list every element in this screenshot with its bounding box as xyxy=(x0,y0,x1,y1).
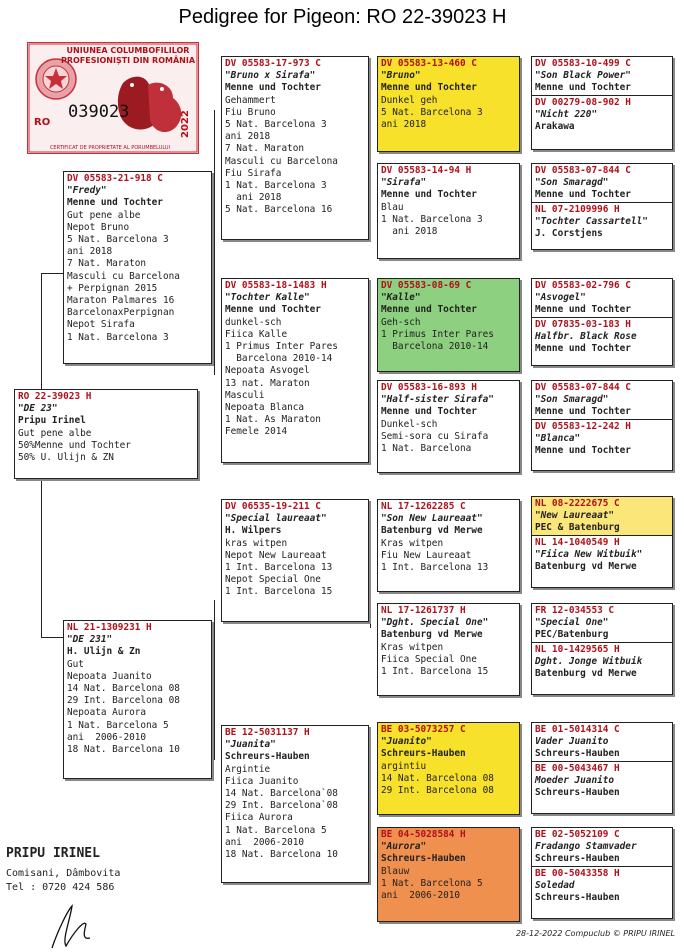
info-line: kras witpen xyxy=(225,537,288,549)
breeder: PEC & Batenburg xyxy=(535,522,620,534)
breeder: Menne und Tochter xyxy=(535,343,631,355)
info-line: Masculi cu Barcelona xyxy=(67,270,180,282)
pigeon-name: "Bruno" xyxy=(381,70,421,82)
info-line: 1 Nat. Barcelona 3 xyxy=(67,331,169,343)
breeder: Menne und Tochter xyxy=(535,189,631,201)
info-line: argintiu xyxy=(381,760,427,772)
info-line: 18 Nat. Barcelona 10 xyxy=(67,744,180,756)
pedigree-ssd xyxy=(377,163,520,259)
info-line: BarcelonaxPerpignan xyxy=(67,307,175,319)
info-line: ani 2018 xyxy=(225,192,282,204)
ring-number: DV 07835-03-183 H xyxy=(535,318,631,330)
ring-number: DV 05583-17-973 C xyxy=(225,58,321,69)
cert-org-line2: PROFESIONIȘTI DIN ROMÂNIA xyxy=(60,56,196,65)
info-line: Dunkel-sch xyxy=(381,418,438,430)
info-line: Masculi xyxy=(225,389,265,401)
pedigree-sire xyxy=(63,171,212,364)
connector-line xyxy=(370,520,371,628)
breeder: H. Wilpers xyxy=(225,525,282,537)
ring-number: NL 07-2109996 H xyxy=(535,203,620,215)
info-line: 5 Nat. Barcelona 16 xyxy=(225,204,333,216)
info-line: ani 2018 xyxy=(381,226,438,238)
pigeon-name: "Special laureaat" xyxy=(225,513,327,525)
ring-number: BE 01-5014314 C xyxy=(535,724,620,735)
breeder: H. Ulijn & Zn xyxy=(67,646,141,658)
pigeon-name: "Juanito" xyxy=(381,736,432,748)
info-line: 50%Menne und Tochter xyxy=(18,439,131,451)
ring-number: NL 21-1309231 H xyxy=(67,622,152,633)
info-line: Fiu Sirafa xyxy=(225,167,282,179)
pedigree-sss xyxy=(377,56,520,152)
info-line: 1 Nat. Barcelona 5 xyxy=(67,719,169,731)
ring-number: RO 22-39023 H xyxy=(18,391,92,402)
cert-footer: CERTIFICAT DE PROPRIETATE AL PORUMBELULUI xyxy=(49,145,171,151)
pigeon-name: "Asvogel" xyxy=(535,292,586,304)
info-line: 1 Nat. Barcelona 5 xyxy=(225,824,327,836)
info-line: Masculi cu Barcelona xyxy=(225,155,338,167)
breeder: Schreurs-Hauben xyxy=(535,748,620,760)
breeder: Batenburg vd Merwe xyxy=(535,561,637,573)
info-line: ani 2018 xyxy=(381,119,427,131)
ring-number: DV 05583-18-1483 H xyxy=(225,280,327,291)
cert-year: 2022 xyxy=(180,110,191,138)
info-line: Femele 2014 xyxy=(225,426,288,438)
pigeon-name: "DE 231" xyxy=(67,634,113,646)
pigeon-name: "Half-sister Sirafa" xyxy=(381,394,494,406)
info-line: 7 Nat. Maraton xyxy=(225,143,305,155)
info-line: ani 2018 xyxy=(67,246,113,258)
pigeon-name: "New Laureaat" xyxy=(535,510,615,522)
info-line: 5 Nat. Barcelona 3 xyxy=(225,119,327,131)
pigeon-name: "Son Smaragd" xyxy=(535,177,609,189)
info-line: Fiica Juanito xyxy=(225,775,299,787)
info-line: 1 Int. Barcelona 15 xyxy=(225,586,333,598)
info-line: Nepoata Blanca xyxy=(225,402,305,414)
connector-line xyxy=(214,110,215,375)
info-line: 13 nat. Maraton xyxy=(225,377,310,389)
info-line: 1 Nat. Barcelona 3 xyxy=(381,213,483,225)
cert-number: 039023 xyxy=(68,102,130,122)
breeder: Menne und Tochter xyxy=(535,82,631,94)
pigeon-name: "Sirafa" xyxy=(381,177,427,189)
pedigree-dss xyxy=(377,499,520,592)
ring-number: NL 17-1261737 H xyxy=(381,605,466,616)
info-line: Barcelona 2010-14 xyxy=(381,341,489,353)
pedigree-gg-pair xyxy=(531,603,673,695)
pedigree-sds xyxy=(377,278,520,372)
pigeon-name: "Tochter Cassartell" xyxy=(535,215,648,227)
signature xyxy=(40,900,100,950)
pigeon-name: "Tochter Kalle" xyxy=(225,292,310,304)
breeder: PEC/Batenburg xyxy=(535,629,609,641)
info-line: 5 Nat. Barcelona 3 xyxy=(67,234,169,246)
certificate-graphic xyxy=(28,43,198,153)
info-line: 14 Nat. Barcelona`08 xyxy=(225,788,338,800)
info-line: 1 Int. Barcelona 15 xyxy=(381,666,489,678)
ring-number: DV 05583-13-460 C xyxy=(381,58,477,69)
info-line: 5 Nat. Barcelona 3 xyxy=(381,106,483,118)
pedigree-gg-pair xyxy=(531,722,673,814)
pigeon-name: "Juanita" xyxy=(225,739,276,751)
info-line: Fiica Special One xyxy=(381,653,477,665)
breeder: Schreurs-Hauben xyxy=(535,892,620,904)
info-line: 1 Nat. Barcelona xyxy=(381,443,472,455)
pedigree-dam-sire xyxy=(221,499,369,622)
info-line: ani 2006-2010 xyxy=(225,836,305,848)
pedigree-sdd xyxy=(377,380,520,473)
pedigree-dam-dam xyxy=(221,725,369,883)
pedigree-gg-pair xyxy=(531,278,673,366)
info-line: Nepot Special One xyxy=(225,574,321,586)
info-line: Fiica Kalle xyxy=(225,328,288,340)
info-line: 14 Nat. Barcelona 08 xyxy=(381,772,494,784)
owner-info xyxy=(6,846,120,895)
ring-number: NL 14-1040549 H xyxy=(535,536,620,548)
pigeon-name: "Fiica New Witbuik" xyxy=(535,548,643,560)
info-line: 7 Nat. Maraton xyxy=(67,258,147,270)
ring-number: BE 04-5028584 H xyxy=(381,829,466,840)
breeder: Menne und Tochter xyxy=(381,82,477,94)
connector-line xyxy=(41,273,63,274)
pigeon-name: Moeder Juanito xyxy=(535,774,615,786)
breeder: Menne und Tochter xyxy=(225,82,321,94)
certificate-image xyxy=(27,42,199,154)
info-line: 29 Int. Barcelona`08 xyxy=(225,800,338,812)
breeder: Menne und Tochter xyxy=(535,445,631,457)
pigeon-name: "Son Black Power" xyxy=(535,70,631,82)
pedigree-gg-pair xyxy=(531,56,673,150)
info-line: Nepot Bruno xyxy=(67,221,130,233)
breeder: Schreurs-Hauben xyxy=(535,853,620,865)
info-line: Gehammert xyxy=(225,94,276,106)
pedigree-sire-sire xyxy=(221,56,369,240)
ring-number: DV 05583-07-844 C xyxy=(535,382,631,393)
ring-number: DV 00279-08-902 H xyxy=(535,96,631,108)
ring-number: NL 10-1429565 H xyxy=(535,643,620,655)
info-line: Geh-sch xyxy=(381,316,421,328)
breeder: Batenburg vd Merwe xyxy=(535,668,637,680)
pedigree-subject xyxy=(14,389,198,479)
info-line: Nepoata Aurora xyxy=(67,707,147,719)
cert-country: RO xyxy=(34,117,51,128)
info-line: Kras witpen xyxy=(381,641,444,653)
pedigree-gg-pair xyxy=(531,827,673,919)
connector-line xyxy=(370,80,371,192)
pigeon-name: Dght. Jonge Witbuik xyxy=(535,655,643,667)
pigeon-name: "Bruno x Sirafa" xyxy=(225,70,316,82)
pedigree-dds xyxy=(377,722,520,815)
ring-number: BE 00-5043467 H xyxy=(535,762,620,774)
info-line: 29 Int. Barcelona 08 xyxy=(67,695,180,707)
ring-number: NL 08-2222675 C xyxy=(535,498,620,509)
owner-name: PRIPU IRINEL xyxy=(6,846,100,861)
ring-number: DV 05583-10-499 C xyxy=(535,58,631,69)
info-line: Semi-sora cu Sirafa xyxy=(381,430,489,442)
info-line: 18 Nat. Barcelona 10 xyxy=(225,849,338,861)
info-line: ani 2006-2010 xyxy=(67,731,147,743)
owner-phone: Tel : 0720 424 586 xyxy=(6,882,115,893)
breeder: Schreurs-Hauben xyxy=(381,853,466,865)
ring-number: DV 05583-08-69 C xyxy=(381,280,472,291)
pedigree-sire-dam xyxy=(221,278,369,463)
info-line: Nepot Sirafa xyxy=(67,319,135,331)
pigeon-name: "Aurora" xyxy=(381,841,427,853)
info-line: 14 Nat. Barcelona 08 xyxy=(67,683,180,695)
info-line: Blauw xyxy=(381,865,410,877)
pedigree-gg-pair xyxy=(531,163,673,250)
breeder: Schreurs-Hauben xyxy=(225,751,310,763)
info-line: Nepoata Juanito xyxy=(67,670,152,682)
info-line: 1 Nat. As Maraton xyxy=(225,414,321,426)
pigeon-name: "Kalle" xyxy=(381,292,421,304)
info-line: Nepot New Laureaat xyxy=(225,549,327,561)
owner-address: Comisani, Dâmbovita xyxy=(6,868,121,879)
info-line: Fiu Bruno xyxy=(225,106,276,118)
breeder: Menne und Tochter xyxy=(381,406,477,418)
pigeon-name: "Son New Laureaat" xyxy=(381,513,483,525)
ring-number: BE 03-5073257 C xyxy=(381,724,466,735)
pigeon-name: Vader Juanito xyxy=(535,736,609,748)
pigeon-name: "Blanca" xyxy=(535,432,581,444)
ring-number: BE 02-5052109 C xyxy=(535,829,620,840)
info-line: Maraton Palmares 16 xyxy=(67,295,175,307)
footer-credit: 28-12-2022 Compuclub © PRIPU IRINEL xyxy=(515,929,675,938)
info-line: Fiica Aurora xyxy=(225,812,293,824)
pigeon-name: Soledad xyxy=(535,879,575,891)
ring-number: FR 12-034553 C xyxy=(535,605,615,616)
connector-line xyxy=(41,637,63,638)
pigeon-name: "Special One" xyxy=(535,617,609,629)
breeder: Arakawa xyxy=(535,121,575,133)
breeder: Menne und Tochter xyxy=(381,304,477,316)
breeder: Menne und Tochter xyxy=(225,304,321,316)
breeder: Menne und Tochter xyxy=(535,406,631,418)
info-line: Gut xyxy=(67,658,84,670)
breeder: Batenburg vd Merwe xyxy=(381,525,483,537)
ring-number: DV 05583-16-893 H xyxy=(381,382,477,393)
breeder: Schreurs-Hauben xyxy=(535,787,620,799)
ring-number: NL 17-1262285 C xyxy=(381,501,466,512)
info-line: + Perpignan 2015 xyxy=(67,282,158,294)
breeder: Menne und Tochter xyxy=(67,197,163,209)
info-line: 29 Int. Barcelona 08 xyxy=(381,785,494,797)
info-line: Kras witpen xyxy=(381,537,444,549)
pigeon-name: "Nicht 220" xyxy=(535,108,598,120)
ring-number: BE 00-5043358 H xyxy=(535,867,620,879)
info-line: ani 2018 xyxy=(225,131,271,143)
pedigree-gg-pair xyxy=(531,380,673,471)
pedigree-gg-pair xyxy=(531,496,673,588)
info-line: Gut pene albe xyxy=(67,209,141,221)
info-line: Dunkel geh xyxy=(381,94,438,106)
info-line: Fiu New Laureaat xyxy=(381,549,472,561)
info-line: 1 Int. Barcelona 13 xyxy=(381,562,489,574)
connector-line xyxy=(370,740,371,848)
info-line: 1 Nat. Barcelona 3 xyxy=(225,180,327,192)
ring-number: DV 05583-14-94 H xyxy=(381,165,472,176)
breeder: Schreurs-Hauben xyxy=(381,748,466,760)
info-line: Gut pene albe xyxy=(18,427,92,439)
info-line: Argintie xyxy=(225,763,271,775)
pedigree-ddd xyxy=(377,827,520,922)
connector-line xyxy=(41,479,42,637)
connector-line xyxy=(41,273,42,390)
page-title: Pedigree for Pigeon: RO 22-39023 H xyxy=(178,6,507,28)
ring-number: DV 06535-19-211 C xyxy=(225,501,321,512)
pigeon-name: Halfbr. Black Rose xyxy=(535,330,637,342)
ring-number: BE 12-5031137 H xyxy=(225,727,310,738)
breeder: Menne und Tochter xyxy=(381,189,477,201)
info-line: 1 Nat. Barcelona 5 xyxy=(381,877,483,889)
pedigree-dam xyxy=(63,620,212,779)
info-line: 50% U. Ulijn & ZN xyxy=(18,452,114,464)
breeder: Pripu Irinel xyxy=(18,415,86,427)
info-line: dunkel-sch xyxy=(225,316,282,328)
pigeon-name: Fradango Stamvader xyxy=(535,841,637,853)
pedigree-dsd xyxy=(377,603,520,696)
info-line: Barcelona 2010-14 xyxy=(225,353,333,365)
ring-number: DV 05583-07-844 C xyxy=(535,165,631,176)
info-line: 1 Primus Inter Pares xyxy=(381,328,494,340)
cert-org-line1: UNIUNEA COLUMBOFILILOR xyxy=(66,46,190,55)
info-line: Blau xyxy=(381,201,404,213)
breeder: Batenburg vd Merwe xyxy=(381,629,483,641)
pigeon-name: "Dght. Special One" xyxy=(381,617,489,629)
info-line: 1 Int. Barcelona 13 xyxy=(225,562,333,574)
ring-number: DV 05583-12-242 H xyxy=(535,420,631,432)
info-line: Nepoata Asvogel xyxy=(225,365,310,377)
pigeon-name: "Fredy" xyxy=(67,185,107,197)
ring-number: DV 05583-02-796 C xyxy=(535,280,631,291)
breeder: Menne und Tochter xyxy=(535,304,631,316)
info-line: ani 2006-2010 xyxy=(381,890,461,902)
ring-number: DV 05583-21-918 C xyxy=(67,173,163,184)
pigeon-name: "DE 23" xyxy=(18,403,58,415)
info-line: 1 Primus Inter Pares xyxy=(225,341,338,353)
connector-line xyxy=(370,296,371,408)
pigeon-name: "Son Smaragd" xyxy=(535,394,609,406)
breeder: J. Corstjens xyxy=(535,228,603,240)
connector-line xyxy=(214,600,215,760)
